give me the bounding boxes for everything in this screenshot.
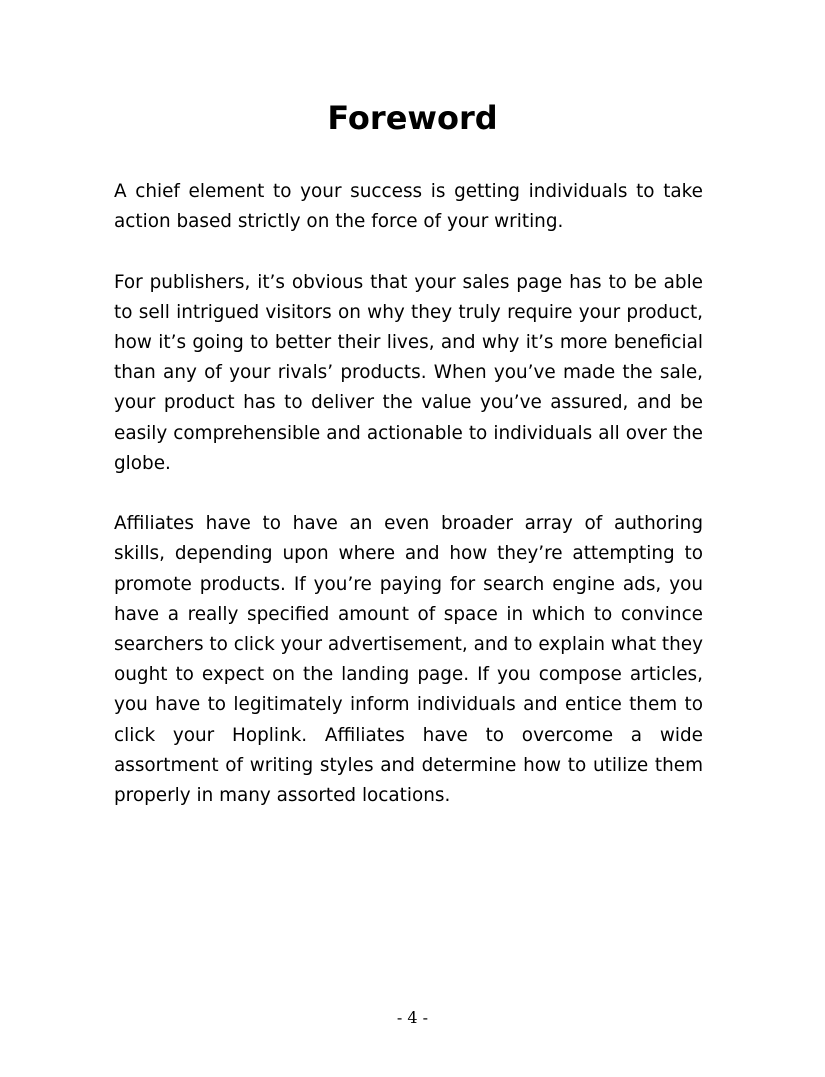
body-text [114,177,703,841]
paragraph-1: A chief element to your success is getting individuals to take action based strictly on the force of your writing. [114,181,703,233]
paragraph-3: Affiliates have to have an even broader array of authoring skills, depending upon where and how they’re attempting to promote products. If you’re paying for search engine ads, you have a really specified amount of space in which to convince searchers to click your advertisement, and to explain what they ought to expect on the landing page. If you compose articles, you have to legitimately inform individuals and entice them to click your Hoplink. Affiliates have to overcome a wide assortment of writing styles and determine how to utilize them properly in many assorted locations. [114,513,703,807]
page-title: Foreword [327,99,498,137]
page-number: - 4 - [396,1008,429,1027]
paragraph-2: For publishers, it’s obvious that your sales page has to be able to sell intrigued visitors on why they truly require your product, how it’s going to better their lives, and why it’s more beneficial than any of your rivals’ products. When you’ve made the sale, your product has to deliver the value you’ve assured, and be easily comprehensible and actionable to individuals all over the globe. [114,271,703,474]
